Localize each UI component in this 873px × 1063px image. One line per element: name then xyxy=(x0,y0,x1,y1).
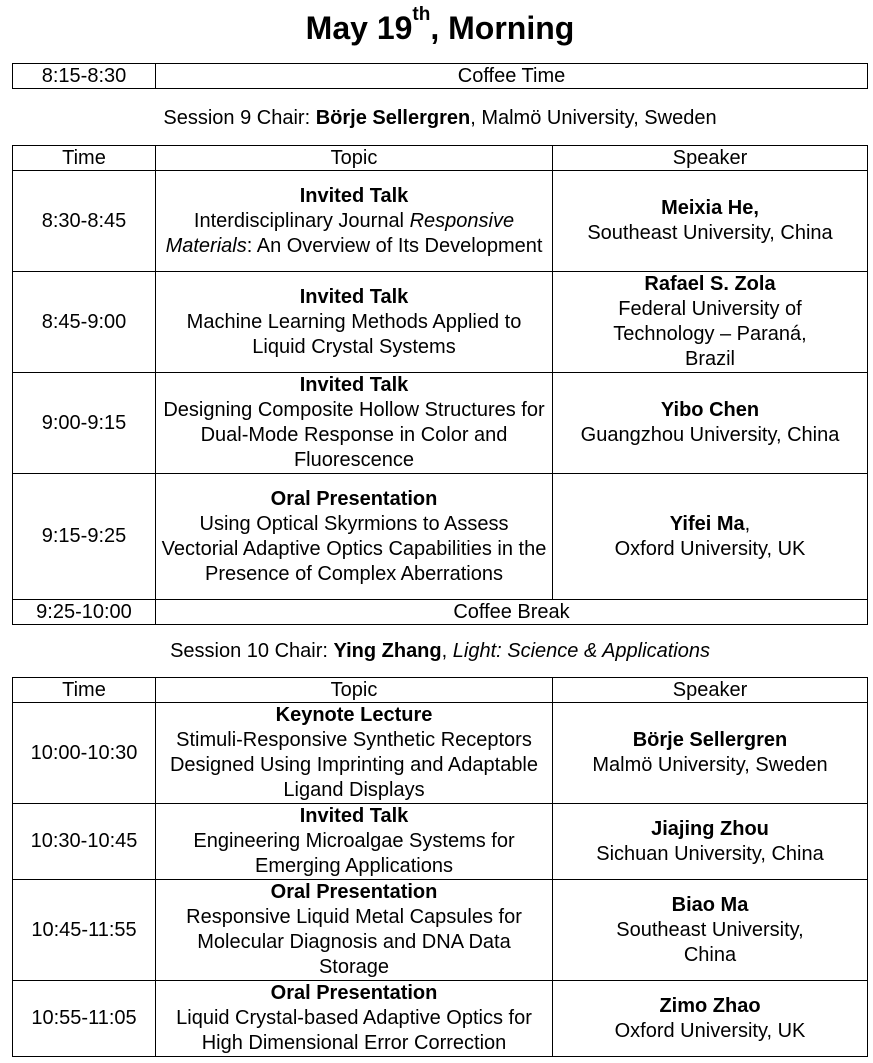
row-time: 10:30-10:45 xyxy=(13,804,156,880)
talk-type: Invited Talk xyxy=(299,285,409,308)
speaker-name: Rafael S. Zola xyxy=(644,273,776,295)
row-time: 8:30-8:45 xyxy=(13,171,156,272)
row-time: 8:45-9:00 xyxy=(13,272,156,373)
session-9-chair: Börje Sellergren xyxy=(315,107,471,129)
speaker-name: Biao Ma xyxy=(671,893,749,916)
session-10-separator: , xyxy=(441,640,453,662)
session-10-table xyxy=(12,677,868,1057)
title-ordinal: th xyxy=(412,4,431,25)
session-10-chair: Ying Zhang xyxy=(333,640,442,662)
row-time: 10:55-11:05 xyxy=(13,981,156,1057)
speaker-affiliation: Sichuan University, China xyxy=(596,842,824,865)
speaker-name: Yibo Chen xyxy=(660,399,760,421)
table-row xyxy=(13,600,868,625)
row-topic xyxy=(156,373,553,474)
coffee-time-label: Coffee Time xyxy=(156,64,868,89)
row-time: 10:45-11:55 xyxy=(13,880,156,981)
coffee-break-time: 9:25-10:00 xyxy=(13,600,156,625)
session-9-affiliation: , Malmö University, Sweden xyxy=(470,107,717,129)
row-speaker xyxy=(553,373,868,474)
session-9-title: Session 9 Chair: xyxy=(163,107,316,129)
row-topic xyxy=(156,272,553,373)
row-topic xyxy=(156,703,553,804)
topic-text: Machine Learning Methods Applied to Liquid Crystal Systems xyxy=(186,310,522,358)
table-header-row xyxy=(13,146,868,171)
talk-type: Oral Presentation xyxy=(270,487,438,510)
row-topic xyxy=(156,171,553,272)
row-speaker xyxy=(553,171,868,272)
table-row xyxy=(13,804,868,880)
speaker-affiliation-line: China xyxy=(683,943,737,966)
row-time: 10:00-10:30 xyxy=(13,703,156,804)
session-10-title: Session 10 Chair: xyxy=(170,640,334,662)
speaker-name: Zimo Zhao xyxy=(659,994,761,1017)
topic-text: Responsive Liquid Metal Capsules for Molecular Diagnosis and DNA Data Storage xyxy=(186,906,522,978)
table-row xyxy=(13,373,868,474)
row-speaker xyxy=(553,272,868,373)
table-row xyxy=(13,981,868,1057)
table-row xyxy=(13,703,868,804)
speaker-suffix: , xyxy=(744,512,751,535)
row-speaker xyxy=(553,703,868,804)
talk-type: Oral Presentation xyxy=(270,881,438,903)
topic-text: Designing Composite Hollow Structures for Dual-Mode Response in Color and Fluorescence xyxy=(163,399,545,471)
coffee-time-time: 8:15-8:30 xyxy=(13,64,156,89)
speaker-affiliation-line: Technology – Paraná, xyxy=(613,323,807,345)
topic-text: Stimuli-Responsive Synthetic Receptors Designed Using Imprinting and Adaptable Ligand Displays xyxy=(169,729,539,801)
table-row xyxy=(13,474,868,600)
topic-text: Interdisciplinary Journal xyxy=(193,209,410,232)
speaker-affiliation-line: Southeast University, xyxy=(616,918,804,941)
session-9-heading xyxy=(0,106,873,130)
row-topic xyxy=(156,981,553,1057)
page-title xyxy=(0,4,873,48)
coffee-break-label: Coffee Break xyxy=(156,600,868,625)
session-10-journal: Light: Science & Applications xyxy=(452,640,710,662)
topic-text: Liquid Crystal-based Adaptive Optics for High Dimensional Error Correction xyxy=(176,1007,532,1054)
row-time: 9:00-9:15 xyxy=(13,373,156,474)
table-row xyxy=(13,272,868,373)
header-speaker: Speaker xyxy=(553,146,868,171)
header-topic: Topic xyxy=(156,146,553,171)
row-speaker xyxy=(553,981,868,1057)
speaker-affiliation: Oxford University, UK xyxy=(614,537,806,560)
speaker-line xyxy=(557,512,863,537)
speaker-name: Börje Sellergren xyxy=(632,729,788,751)
header-speaker: Speaker xyxy=(553,678,868,703)
row-topic xyxy=(156,804,553,880)
speaker-affiliation: Malmö University, Sweden xyxy=(592,754,828,776)
session-10-heading xyxy=(0,639,873,663)
talk-type: Keynote Lecture xyxy=(275,704,433,726)
row-speaker xyxy=(553,880,868,981)
row-topic xyxy=(156,474,553,600)
topic-text: Using Optical Skyrmions to Assess Vectorial Adaptive Optics Capabilities in the Presence of Complex Aberrations xyxy=(161,512,547,585)
topic-journal: Responsive Materials xyxy=(165,209,515,257)
speaker-name: Jiajing Zhou xyxy=(651,817,769,840)
header-topic: Topic xyxy=(156,678,553,703)
header-time: Time xyxy=(13,146,156,171)
table-row xyxy=(13,171,868,272)
row-topic xyxy=(156,880,553,981)
coffee-time-table xyxy=(12,63,868,89)
topic-text-rest: : An Overview of Its Development xyxy=(246,234,543,257)
talk-type: Oral Presentation xyxy=(270,982,438,1004)
speaker-affiliation: Southeast University, China xyxy=(587,222,833,244)
title-rest: , Morning xyxy=(430,10,575,46)
talk-type: Invited Talk xyxy=(299,374,409,396)
title-date: May 19 xyxy=(305,10,413,46)
talk-type: Invited Talk xyxy=(299,184,409,207)
session-9-table xyxy=(12,145,868,625)
speaker-name: Yifei Ma xyxy=(669,512,745,535)
speaker-name: Meixia He, xyxy=(661,197,759,219)
row-speaker xyxy=(553,804,868,880)
speaker-affiliation-line: Federal University of xyxy=(618,298,802,320)
topic-text: Engineering Microalgae Systems for Emerging Applications xyxy=(193,830,515,877)
talk-type: Invited Talk xyxy=(299,805,409,827)
row-speaker xyxy=(553,474,868,600)
table-row xyxy=(13,64,868,89)
table-header-row xyxy=(13,678,868,703)
speaker-affiliation: Guangzhou University, China xyxy=(580,424,840,446)
speaker-affiliation-line: Brazil xyxy=(684,348,735,370)
table-row xyxy=(13,880,868,981)
row-time: 9:15-9:25 xyxy=(13,474,156,600)
speaker-affiliation: Oxford University, UK xyxy=(614,1019,806,1042)
header-time: Time xyxy=(13,678,156,703)
